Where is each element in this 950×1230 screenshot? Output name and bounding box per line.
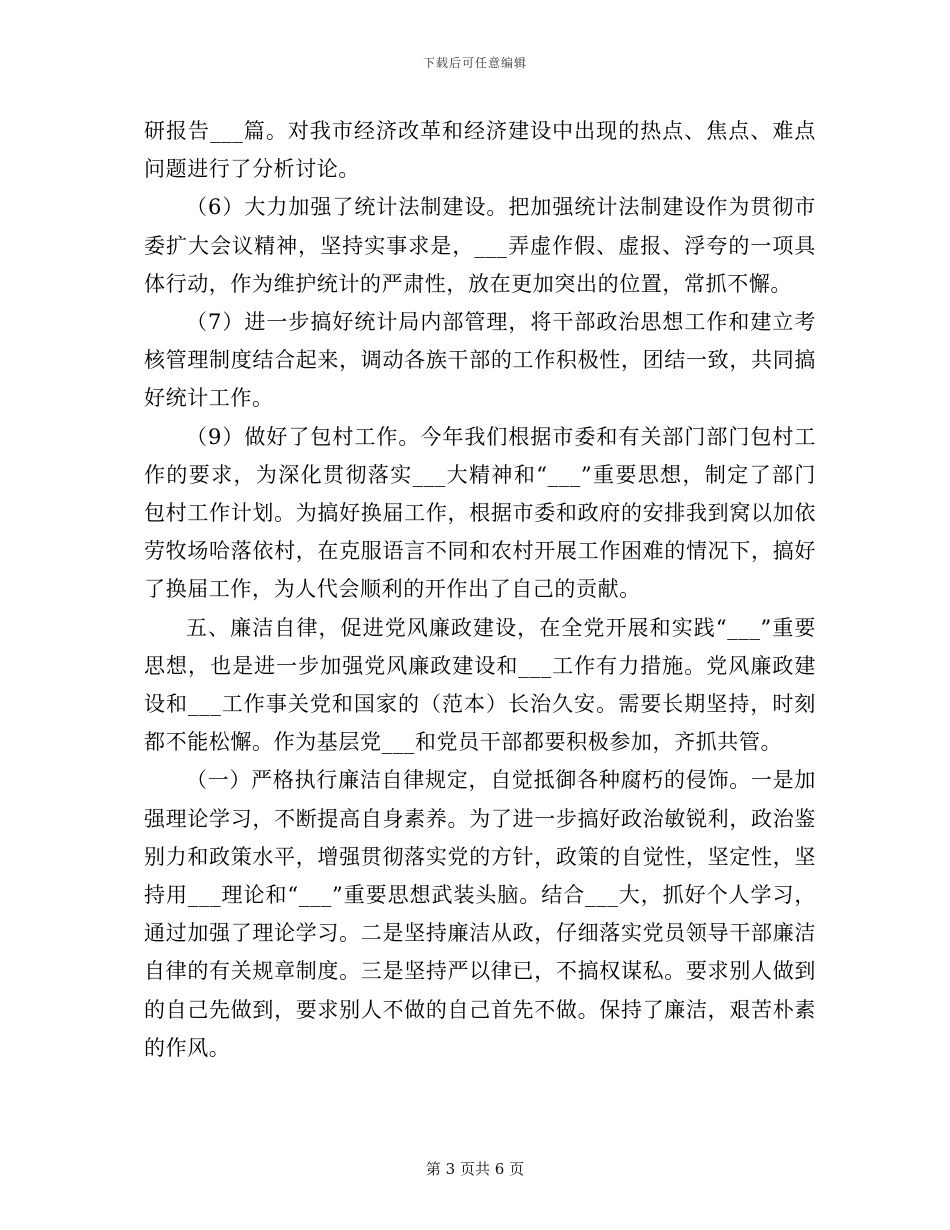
document-body [144,112,816,1067]
paragraph-4: （9）做好了包村工作。今年我们根据市委和有关部门部门包村工作的要求，为深化贯彻落实___大精神和“___”重要思想，制定了部门包村工作计划。为搞好换届工作，根据市委和政府的安排我到窝以加依劳牧场哈落依村，在克服语言不同和农村开展工作困难的情况下，搞好了换届工作，为人代会顺利的开作出了自己的贡献。 [144,424,816,602]
paragraph-1: 研报告___篇。对我市经济改革和经济建设中出现的热点、焦点、难点问题进行了分析讨论。 [144,119,816,182]
paragraph-2: （6）大力加强了统计法制建设。把加强统计法制建设作为贯彻市委扩大会议精神，坚持实事求是，___弄虚作假、虚报、浮夸的一项具体行动，作为维护统计的严肃性，放在更加突出的位置，常抓不懈。 [144,195,816,296]
page-header: 下载后可任意编辑 [422,56,527,70]
paragraph-5: 五、廉洁自律，促进党风廉政建设，在全党开展和实践“___”重要思想，也是进一步加强党风廉政建设和___工作有力措施。党风廉政建设和___工作事关党和国家的（范本）长治久安。需要长期坚持，时刻都不能松懈。作为基层党___和党员干部都要积极参加，齐抓共管。 [144,615,816,755]
paragraph-6: （一）严格执行廉洁自律规定，自觉抵御各种腐朽的侵饰。一是加强理论学习，不断提高自身素养。为了进一步搞好政治敏锐利，政治鉴别力和政策水平，增强贯彻落实党的方针，政策的自觉性，坚定性，坚持用___理论和“___”重要思想武装头脑。结合___大，抓好个人学习，通过加强了理论学习。二是坚持廉洁从政，仔细落实党员领导干部廉洁自律的有关规章制度。三是坚持严以律已，不搞权谋私。要求别人做到的自己先做到，要求别人不做的自己首先不做。保持了廉洁，艰苦朴素的作风。 [144,768,816,1060]
page-footer: 第 3 页共 6 页 [425,1160,525,1178]
paragraph-3: （7）进一步搞好统计局内部管理，将干部政治思想工作和建立考核管理制度结合起来，调动各族干部的工作积极性，团结一致，共同搞好统计工作。 [144,310,816,411]
